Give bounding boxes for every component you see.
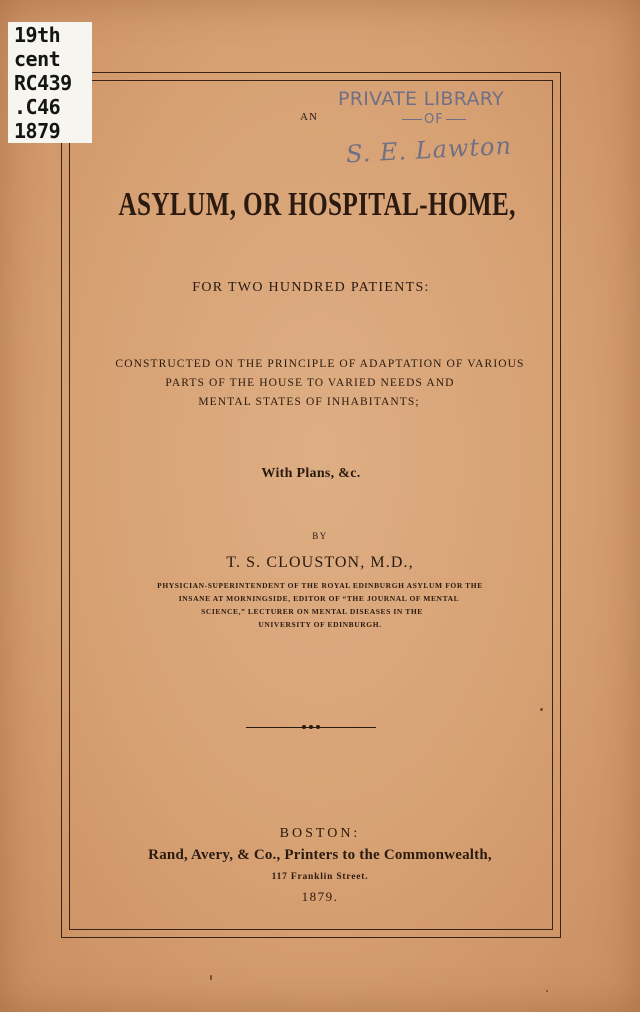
paper-speck [546,990,548,992]
paper-speck [540,708,543,711]
description-line: CONSTRUCTED ON THE PRINCIPLE OF ADAPTATION OF VARIOUS [115,358,525,370]
call-number-line: .C46 [14,95,61,119]
call-number-line: cent [14,47,61,71]
rule-dot [316,725,320,729]
printer-name: Rand, Avery, & Co., Printers to the Commonwealth, [148,847,492,863]
printer-address: 117 Franklin Street. [271,872,369,882]
call-number-line: 19th [14,23,61,47]
stamp-of: OF [400,112,468,127]
paper-speck [210,975,212,980]
author-credentials-line: PHYSICIAN-SUPERINTENDENT OF THE ROYAL EDINBURGH ASYLUM FOR THE [157,581,483,590]
by-line: BY [312,531,328,541]
owner-signature: S. E. Lawton [345,131,513,169]
call-number-line: RC439 [14,71,72,95]
rule-dot [309,725,313,729]
publication-year: 1879. [301,889,339,904]
book-title: ASYLUM, OR HOSPITAL-HOME, [118,186,516,223]
author-credentials-line: UNIVERSITY OF EDINBURGH. [258,620,382,629]
author-credentials-line: INSANE AT MORNINGSIDE, EDITOR OF “THE JOURNAL OF MENTAL [178,594,460,603]
with-plans-note: With Plans, &c. [261,466,361,481]
stamp-heading: PRIVATE LIBRARY [338,88,504,110]
private-library-stamp [338,88,554,127]
book-subtitle: FOR TWO HUNDRED PATIENTS: [192,280,430,295]
call-number-line: 1879 [14,119,61,143]
library-call-number-label [8,22,92,143]
rule-dot [302,725,306,729]
decorative-rule [246,725,376,729]
title-article: AN [300,111,318,123]
author-name: T. S. CLOUSTON, M.D., [226,554,414,571]
author-credentials-line: SCIENCE,” LECTURER ON MENTAL DISEASES IN THE [201,607,423,616]
description-line: MENTAL STATES OF INHABITANTS; [198,396,420,408]
description-line: PARTS OF THE HOUSE TO VARIED NEEDS AND [165,377,455,389]
publication-city: BOSTON: [279,826,361,841]
